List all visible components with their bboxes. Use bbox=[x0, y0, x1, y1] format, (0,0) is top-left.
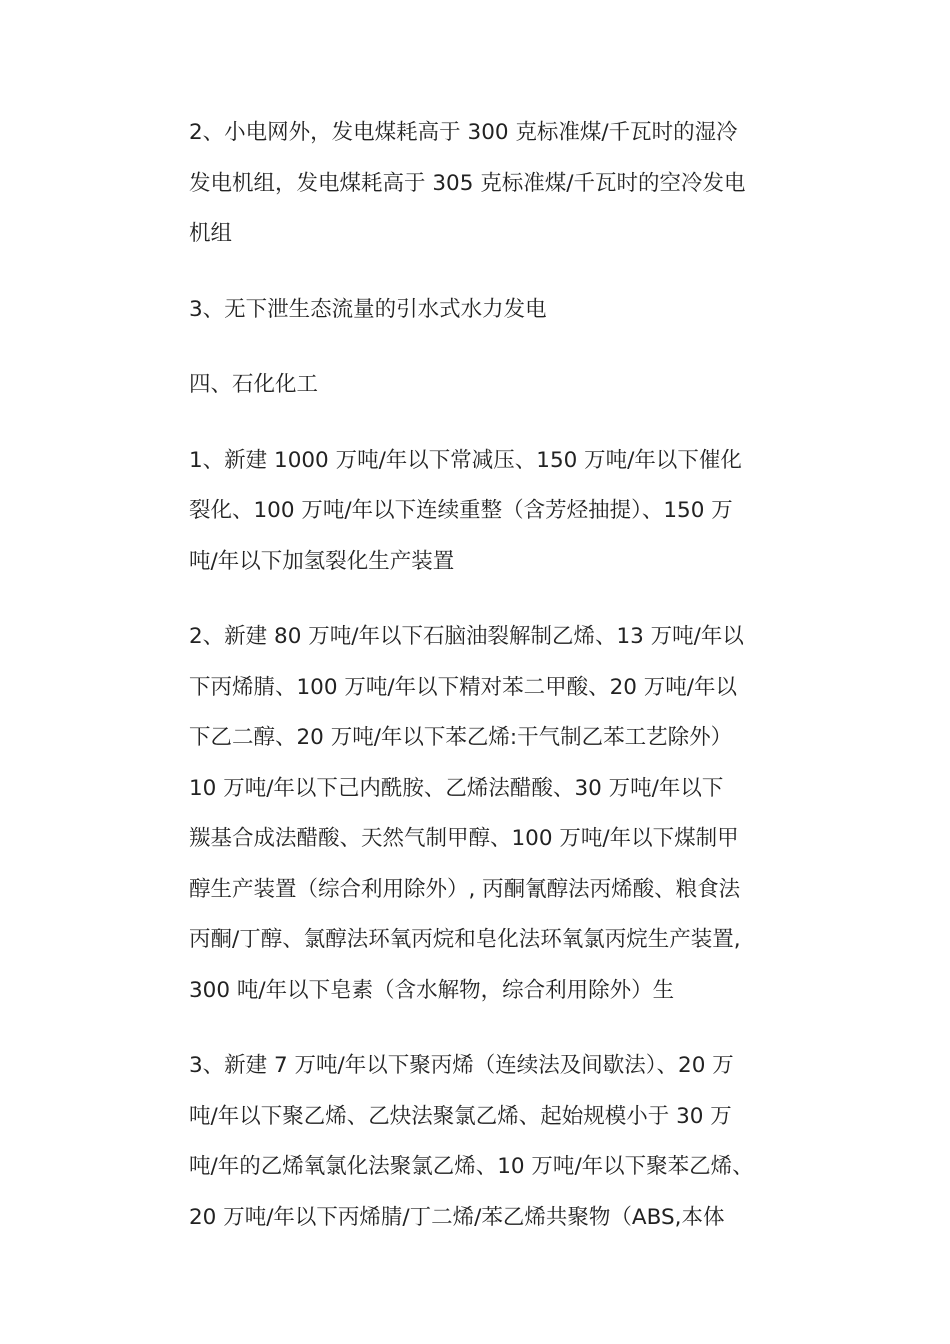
text-line: 3、无下泄生态流量的引水式水力发电 bbox=[189, 296, 547, 322]
text-line: 3、新建 7 万吨/年以下聚丙烯（连续法及间歇法）、20 万 bbox=[189, 1053, 734, 1078]
text-line: 下乙二醇、20 万吨/年以下苯乙烯:干气制乙苯工艺除外） bbox=[189, 725, 733, 750]
text-line: 发电机组，发电煤耗高于 305 克标准煤/千瓦时的空冷发电 bbox=[189, 170, 746, 196]
paragraph-power-2 bbox=[189, 108, 779, 260]
text-line: 下丙烯腈、100 万吨/年以下精对苯二甲酸、20 万吨/年以 bbox=[189, 674, 738, 700]
text-line: 吨/年的乙烯氧氯化法聚氯乙烯、10 万吨/年以下聚苯乙烯、 bbox=[189, 1154, 754, 1179]
text-line: 羰基合成法醋酸、天然气制甲醇、100 万吨/年以下煤制甲 bbox=[189, 826, 739, 851]
text-line: 10 万吨/年以下己内酰胺、乙烯法醋酸、30 万吨/年以下 bbox=[189, 775, 724, 801]
section-heading-petrochemical bbox=[189, 360, 779, 411]
text-line: 裂化、100 万吨/年以下连续重整（含芳烃抽提）、150 万 bbox=[189, 498, 733, 523]
paragraph-petrochemical-1 bbox=[189, 436, 779, 588]
text-line: 吨/年以下聚乙烯、乙炔法聚氯乙烯、起始规模小于 30 万 bbox=[189, 1103, 732, 1129]
text-line: 20 万吨/年以下丙烯腈/丁二烯/苯乙烯共聚物（ABS,本体 bbox=[189, 1204, 725, 1230]
paragraph-petrochemical-2 bbox=[189, 612, 779, 1016]
text-line: 300 吨/年以下皂素（含水解物，综合利用除外）生 bbox=[189, 977, 675, 1003]
text-line: 2、新建 80 万吨/年以下石脑油裂解制乙烯、13 万吨/年以 bbox=[189, 624, 744, 649]
text-line: 醇生产装置（综合利用除外）, 丙酮氰醇法丙烯酸、粮食法 bbox=[189, 876, 741, 902]
section-heading: 四、石化化工 bbox=[189, 372, 319, 397]
document-body bbox=[189, 108, 779, 1268]
text-line: 丙酮/丁醇、氯醇法环氧丙烷和皂化法环氧氯丙烷生产装置, bbox=[189, 927, 741, 952]
text-line: 2、小电网外，发电煤耗高于 300 克标准煤/千瓦时的湿冷 bbox=[189, 120, 738, 145]
text-line: 1、新建 1000 万吨/年以下常减压、150 万吨/年以下催化 bbox=[189, 447, 742, 473]
text-line: 机组 bbox=[189, 221, 233, 246]
paragraph-petrochemical-3 bbox=[189, 1041, 779, 1243]
text-line: 吨/年以下加氢裂化生产装置 bbox=[189, 548, 455, 574]
paragraph-power-3 bbox=[189, 285, 779, 336]
